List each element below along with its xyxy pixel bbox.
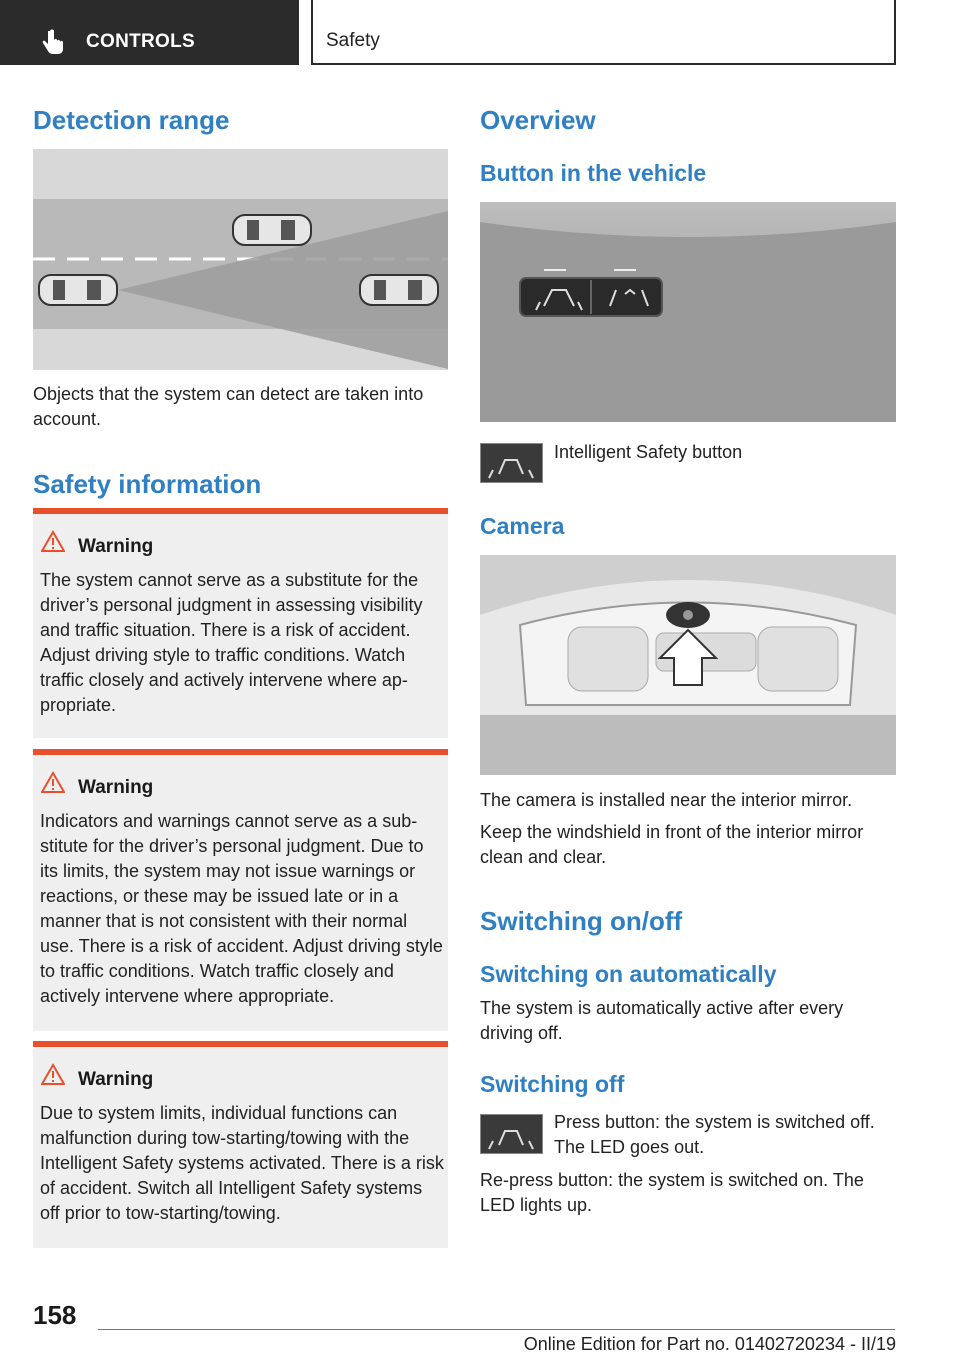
switching-heading: Switching on/off (480, 906, 683, 936)
camera-text-2: Keep the windshield in front of the interior mirror clean and clear. (480, 822, 864, 867)
footer-divider (98, 1329, 895, 1330)
safety-info-heading: Safety information (33, 469, 262, 499)
warning-triangle-icon (41, 1063, 65, 1085)
section-tab (0, 0, 299, 65)
detection-range-illustration (33, 149, 448, 370)
car-icon (360, 275, 438, 305)
switching-on-auto-heading: Switching on automatically (480, 961, 777, 987)
warning-box (33, 1041, 448, 1248)
car-icon (39, 275, 117, 305)
warning-triangle-icon (41, 771, 65, 793)
off-text: Press button: the system is switched off. The LED goes out. (554, 1112, 875, 1157)
warning-box (33, 749, 448, 1031)
overview-heading: Overview (480, 105, 596, 135)
camera-photo (480, 555, 896, 775)
detection-range-heading: Detection range (33, 105, 230, 135)
warning-text: Due to system limits, individual functions can malfunction during tow-starting/towing with the Intelligent Safety systems activated. There is a risk of accident. Switch all Intelligent Safety systems off prior to tow-starting/towing. (40, 1103, 444, 1223)
switching-off-heading: Switching off (480, 1071, 625, 1097)
chapter-tab (311, 0, 896, 65)
camera-text-1: The camera is installed near the interior mirror. (480, 790, 853, 810)
warning-text: The system cannot serve as a substitute for the driver’s personal judgment in assessing visibility and traffic situation. There is a risk of accident. Adjust driving style to traffic conditions. Watch traffic closely and actively intervene where ap‐propriate. (40, 570, 423, 715)
edition-text: Online Edition for Part no. 01402720234 - II/19 (523, 1334, 896, 1354)
car-icon (233, 215, 311, 245)
auto-text: The system is automatically active after every driving off. (480, 998, 844, 1043)
warning-triangle-icon (41, 530, 65, 552)
chapter-title: Safety (326, 30, 380, 51)
warning-title: Warning (78, 536, 154, 557)
warning-title: Warning (78, 1069, 154, 1090)
section-title: CONTROLS (86, 31, 196, 52)
button-in-vehicle-heading: Button in the vehicle (480, 160, 707, 186)
warning-box (33, 508, 448, 738)
intelligent-safety-button-icon (480, 1114, 543, 1154)
warning-title: Warning (78, 777, 154, 798)
warning-text: Indicators and warnings cannot serve as a sub‐stitute for the driver’s personal judgment. Due to its limits, the system may not issue warnings or reactions, or these may be issued late or in a manner that is not consistent with their normal use. There is a risk of accident. Adjust driving style to traffic conditions. Watch traffic closely and actively intervene where appropriate. (40, 811, 443, 1006)
detection-caption: Objects that the system can detect are taken into account. (33, 384, 424, 429)
repress-text: Re-press button: the system is switched on. The LED lights up. (480, 1170, 864, 1215)
page-number: 158 (33, 1300, 77, 1330)
hand-pointer-icon (42, 29, 64, 55)
button-photo (480, 202, 896, 422)
intelligent-safety-button-icon (480, 443, 543, 483)
camera-heading: Camera (480, 513, 565, 539)
button-caption: Intelligent Safety button (554, 442, 743, 462)
